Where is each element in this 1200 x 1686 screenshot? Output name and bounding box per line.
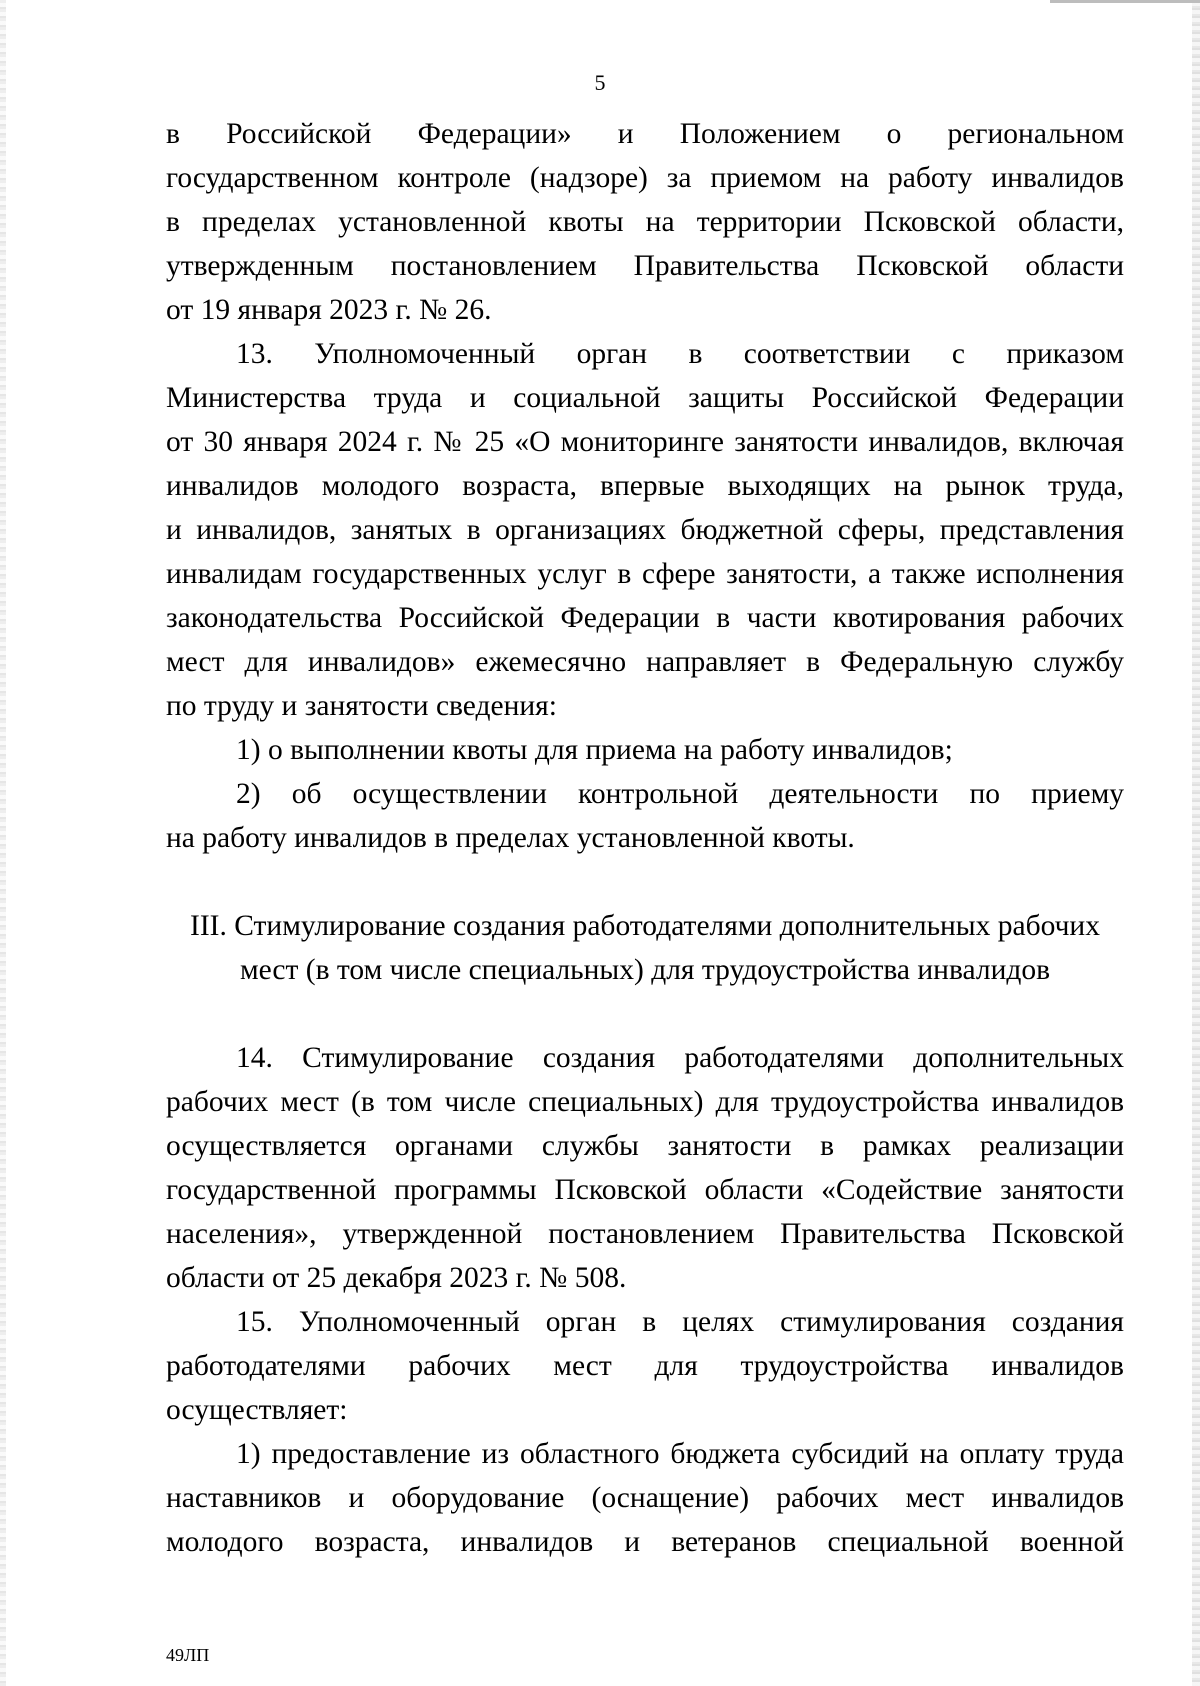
text-line: 15. Уполномоченный орган в целях стимулирования создания bbox=[236, 1306, 1124, 1338]
text-line: рабочих мест (в том числе специальных) для трудоустройства инвалидов bbox=[166, 1086, 1124, 1118]
text-line: инвалидам государственных услуг в сфере занятости, а также исполнения bbox=[166, 558, 1124, 590]
page-number: 5 bbox=[594, 70, 606, 95]
text-line: инвалидов молодого возраста, впервые выходящих на рынок труда, bbox=[166, 470, 1124, 502]
text-line: молодого возраста, инвалидов и ветеранов специальной военной bbox=[166, 1526, 1124, 1558]
text-line: на работу инвалидов в пределах установленной квоты. bbox=[166, 822, 855, 854]
text-line: и инвалидов, занятых в организациях бюджетной сферы, представления bbox=[166, 514, 1124, 546]
text-line: области от 25 декабря 2023 г. № 508. bbox=[166, 1262, 627, 1294]
document-code: 49ЛП bbox=[166, 1645, 210, 1665]
section-heading: III. Стимулирование создания работодателями дополнительных рабочих bbox=[190, 910, 1100, 942]
list-item: 1) предоставление из областного бюджета субсидий на оплату труда bbox=[236, 1438, 1124, 1470]
document-body bbox=[166, 112, 1124, 1564]
section-heading: мест (в том числе специальных) для трудоустройства инвалидов bbox=[239, 954, 1051, 986]
scan-edge-right bbox=[1192, 0, 1200, 1686]
text-line: в Российской Федерации» и Положением о региональном bbox=[166, 118, 1124, 150]
text-line: мест для инвалидов» ежемесячно направляет в Федеральную службу bbox=[166, 646, 1124, 678]
scan-edge-left bbox=[0, 0, 6, 1686]
text-line: государственной программы Псковской области «Содействие занятости bbox=[166, 1174, 1124, 1206]
text-line: законодательства Российской Федерации в части квотирования рабочих bbox=[166, 602, 1124, 634]
list-item: 2) об осуществлении контрольной деятельности по приему bbox=[236, 778, 1124, 810]
text-line: 14. Стимулирование создания работодателями дополнительных bbox=[236, 1042, 1124, 1074]
text-line: осуществляет: bbox=[166, 1394, 348, 1426]
text-line: населения», утвержденной постановлением Правительства Псковской bbox=[166, 1218, 1124, 1250]
text-line: 13. Уполномоченный орган в соответствии с приказом bbox=[236, 338, 1124, 370]
text-line: наставников и оборудование (оснащение) рабочих мест инвалидов bbox=[166, 1482, 1124, 1514]
text-line: государственном контроле (надзоре) за приемом на работу инвалидов bbox=[166, 162, 1124, 194]
text-line: осуществляется органами службы занятости в рамках реализации bbox=[166, 1130, 1124, 1162]
list-item: 1) о выполнении квоты для приема на работу инвалидов; bbox=[236, 734, 953, 766]
text-line: утвержденным постановлением Правительства Псковской области bbox=[166, 250, 1124, 282]
spacer bbox=[166, 860, 1124, 904]
spacer bbox=[166, 992, 1124, 1036]
text-line: от 30 января 2024 г. № 25 «О мониторинге занятости инвалидов, включая bbox=[166, 426, 1124, 458]
scan-edge-top bbox=[1050, 0, 1200, 3]
text-line: в пределах установленной квоты на территории Псковской области, bbox=[166, 206, 1124, 238]
text-line: работодателями рабочих мест для трудоустройства инвалидов bbox=[166, 1350, 1124, 1382]
text-line: по труду и занятости сведения: bbox=[166, 690, 557, 722]
text-line: от 19 января 2023 г. № 26. bbox=[166, 294, 492, 326]
text-line: Министерства труда и социальной защиты Российской Федерации bbox=[166, 382, 1124, 414]
